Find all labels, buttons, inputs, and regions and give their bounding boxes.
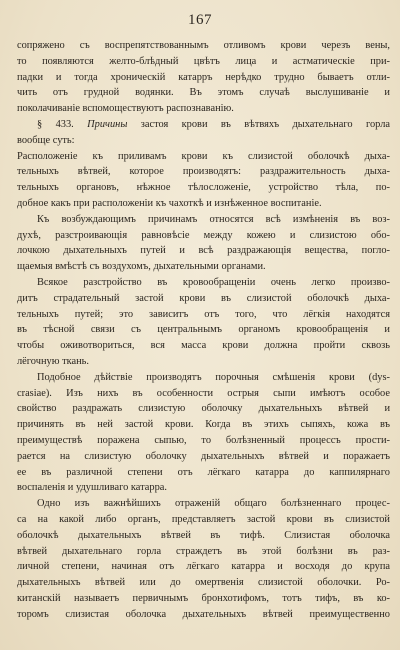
text-line: лочкою дыхательныхъ путей и всѣ раздражающія вещества, погло-: [17, 245, 390, 257]
text-line: торомъ слизистая оболочка дыхательныхъ вѣтвей преимущественно: [17, 608, 390, 620]
text-line: личной степени, начиная отъ лёгкаго катарра и восходя до крупа: [17, 561, 390, 573]
text-line: crasiae). Изъ нихъ въ особенности острыя сыпи имѣютъ особое: [17, 387, 390, 399]
text-line: въ тѣсной связи съ центральнымъ органомъ кровообращенія и: [17, 324, 390, 336]
text-line: вѣтвей дыхательнаго горла страждетъ въ этой болѣзни въ раз-: [17, 545, 390, 557]
text-line: Подобное дѣйствіе производятъ порочныя смѣшенія крови (dys-: [37, 371, 390, 383]
text-line: § 433. Причины застоя крови въ вѣтвяхъ дыхательнаго горла: [37, 118, 390, 130]
body-text: [17, 38, 390, 622]
text-line: добное какъ при расположеніи къ чахоткѣ и изнѣженное воспитаніе.: [17, 197, 322, 209]
page-number: 167: [188, 12, 212, 28]
text-line: ее въ различной степени отъ лёгкаго катарра до каппилярнаго: [17, 466, 390, 478]
text-line: падки и тогда хроническій катарръ нерѣдко трудно бываетъ отли-: [17, 71, 390, 83]
text-line: са на какой либо органъ, представляетъ застой крови въ слизистой: [17, 513, 390, 525]
text-line: рается на слизистую оболочку дыхательныхъ вѣтвей и поражаетъ: [17, 450, 390, 462]
text-line: тельныхъ вѣтвей, которое производятъ: раздражительность дыха-: [17, 166, 390, 178]
text-line: духѣ, разстроивающія равновѣсіе между кожею и слизистою обо-: [17, 229, 390, 241]
text-line: тельныхъ путей; это зависитъ отъ того, что лёгкія находятся: [17, 308, 390, 320]
text-line: дыхательныхъ вѣтвей или до омертвенія слизистой оболочки. Ро-: [17, 577, 390, 589]
text-line: преимуществѣ поражена сыпью, то болѣзненный процессъ прости-: [17, 434, 390, 446]
text-line: чить отъ грудной водянки. Въ этомъ случаѣ выслушиваніе и: [17, 87, 390, 99]
text-line: лёгочную ткань.: [17, 355, 90, 367]
text-line: свойство раздражать слизистую оболочку дыхательныхъ вѣтвей и: [17, 403, 390, 415]
text-line: китанскій называетъ первичнымъ бронхотифомъ, тотъ тифъ, въ ко-: [17, 592, 390, 604]
text-line: причинять въ ней застой крови. Когда въ этихъ сыпяхъ, кожа въ: [17, 419, 390, 431]
text-line: Къ возбуждающимъ причинамъ относятся всѣ измѣненія въ воз-: [37, 213, 390, 225]
emphasized-word: Причины: [87, 118, 128, 130]
text-line: воспаленія и удушливаго катарра.: [17, 482, 168, 494]
text-line: оболочкѣ дыхательныхъ вѣтвей въ тифѣ. Слизистая оболочка: [17, 529, 390, 541]
text-line: щаемыя вмѣстѣ съ воздухомъ, дыхательными органами.: [17, 261, 266, 273]
text-line: то появляются желто-блѣдный цвѣтъ лица и астматическіе при-: [17, 55, 390, 67]
text-line: Всякое разстройство въ кровообращеніи очень легко произво-: [37, 276, 390, 288]
text-line: тельныхъ органовъ, нѣжное тѣлосложеніе, устройство тѣла, по-: [17, 182, 390, 194]
text-line: Одно изъ важнѣйшихъ отраженій общаго болѣзненнаго процес-: [37, 498, 390, 510]
text-line: сопряжено съ воспрепятствованнымъ отливомъ крови черезъ вены,: [17, 40, 390, 51]
text-line: дитъ страдательный застой крови въ слизистой оболочкѣ дыха-: [17, 292, 390, 304]
text-line: Расположеніе къ приливамъ крови къ слизистой оболочкѣ дыха-: [17, 150, 390, 162]
text-line: поколачиваніе вспомоществуютъ распознаванію.: [17, 103, 234, 115]
text-line: чтобы оживотвориться, вся масса крови должна пройти сквозь: [17, 340, 390, 352]
text-line: вообще суть:: [17, 134, 75, 146]
